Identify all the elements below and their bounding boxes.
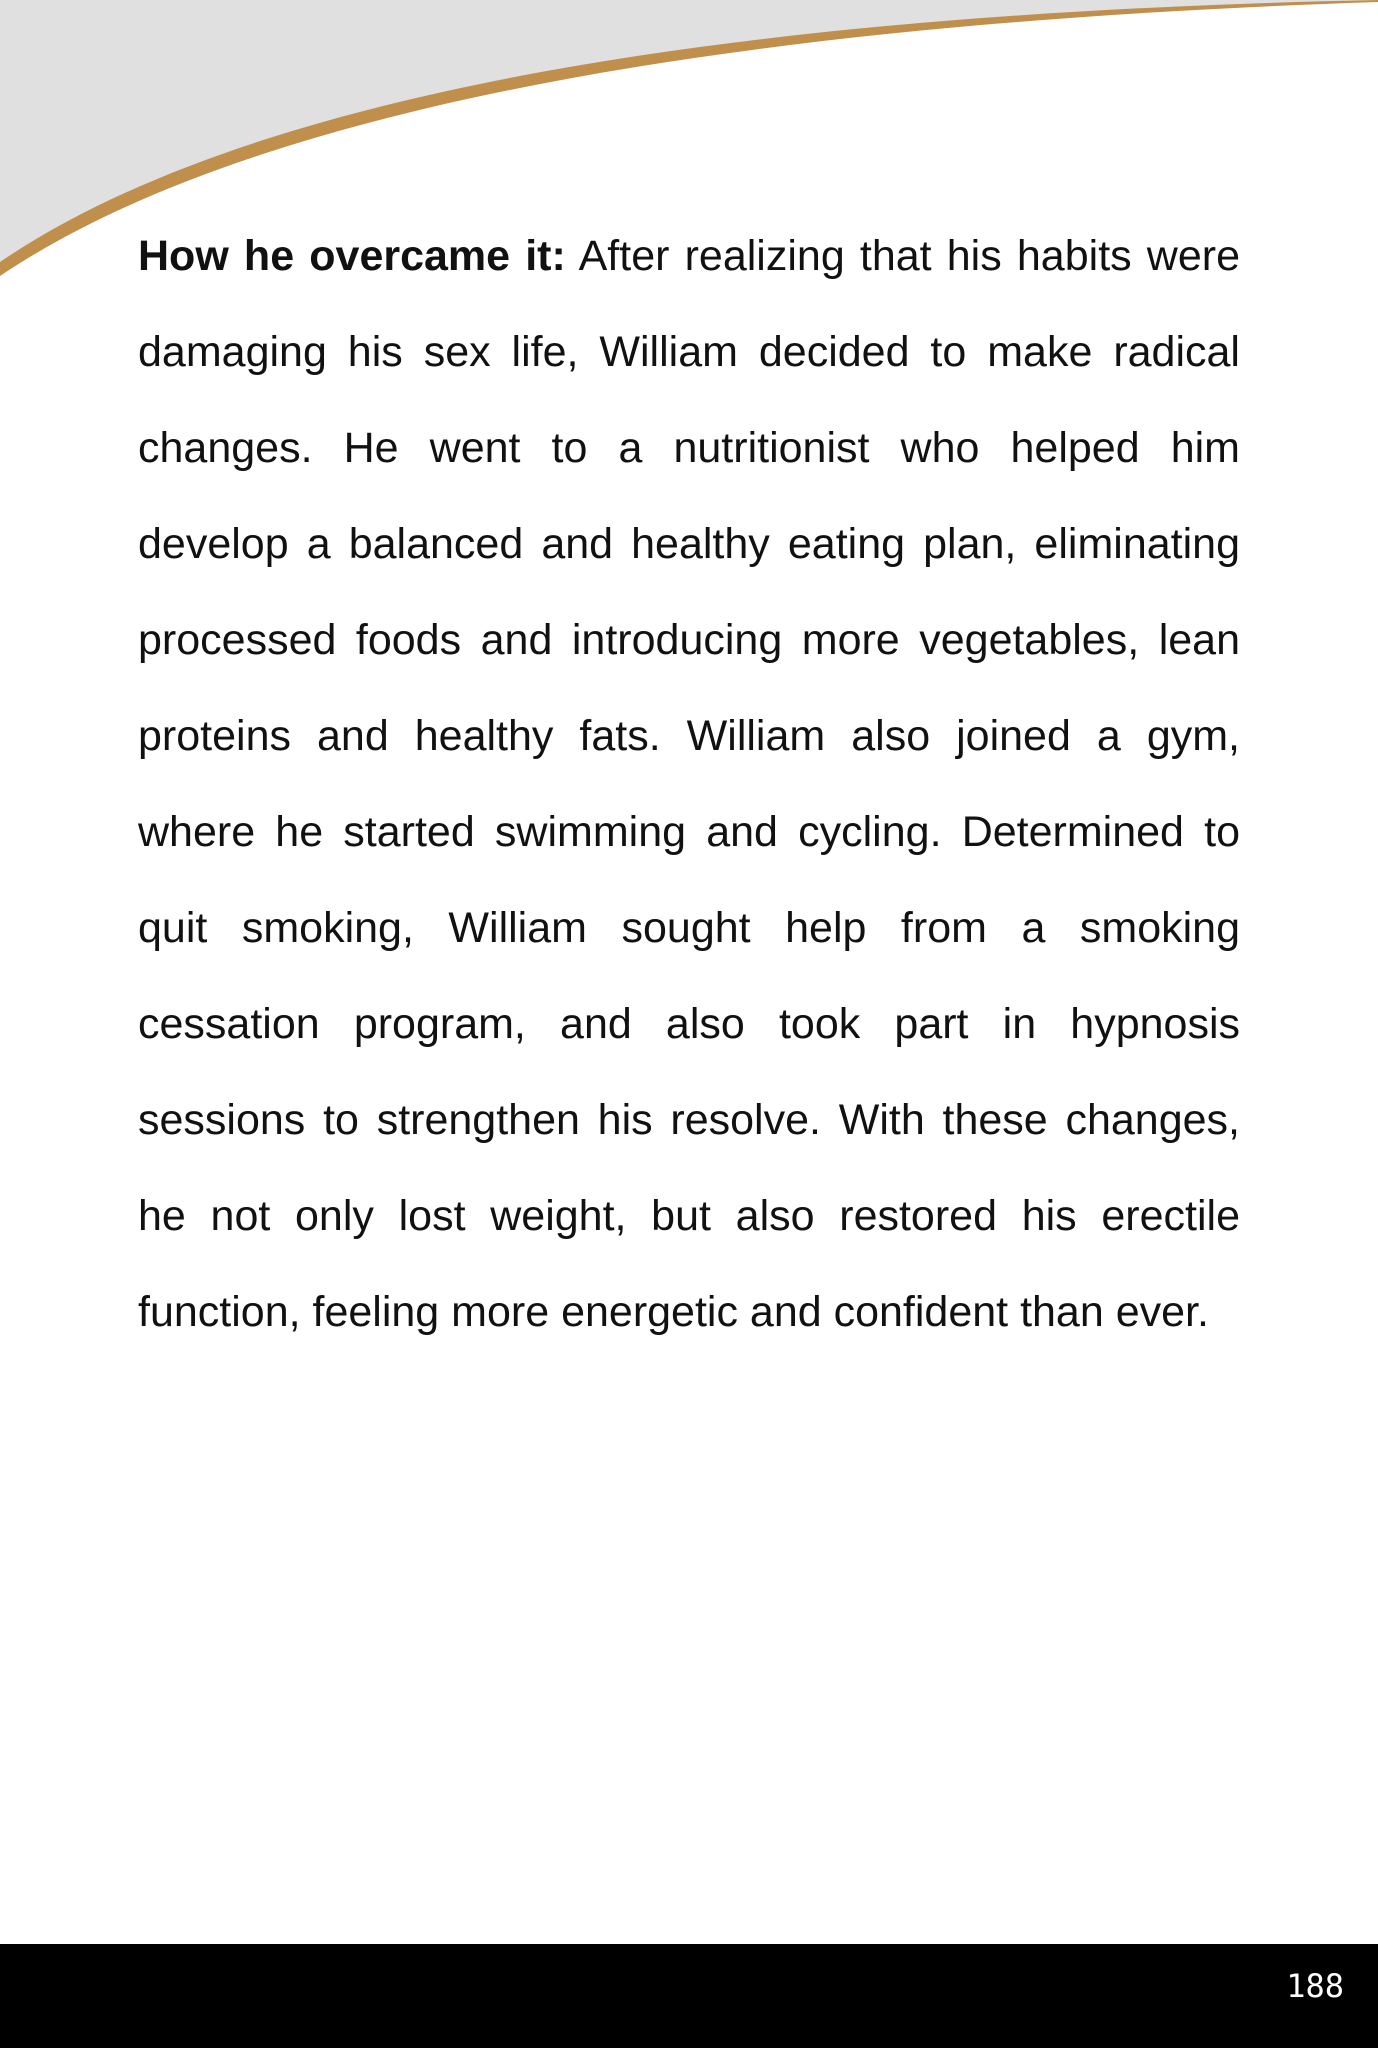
footer-bar [0, 1944, 1378, 2048]
paragraph-body-text: After realizing that his habits were damaging his sex life, William decided to make radical changes. He went to a nutritionist who helped him develop a balanced and healthy eating plan, eliminating processed foods and introducing more vegetables, lean proteins and healthy fats. William also joined a gym, where he started swimming and cycling. Determined to quit smoking, William sought help from a smoking cessation program, and also took part in hypnosis sessions to strengthen his resolve. With these changes, he not only lost weight, but also restored his erectile function, feeling more energetic and confident than ever. [138, 232, 1240, 1336]
page-number: 188 [1286, 1967, 1344, 2005]
body-paragraph [138, 208, 1240, 1360]
paragraph-lead-heading: How he overcame it: [138, 232, 566, 280]
